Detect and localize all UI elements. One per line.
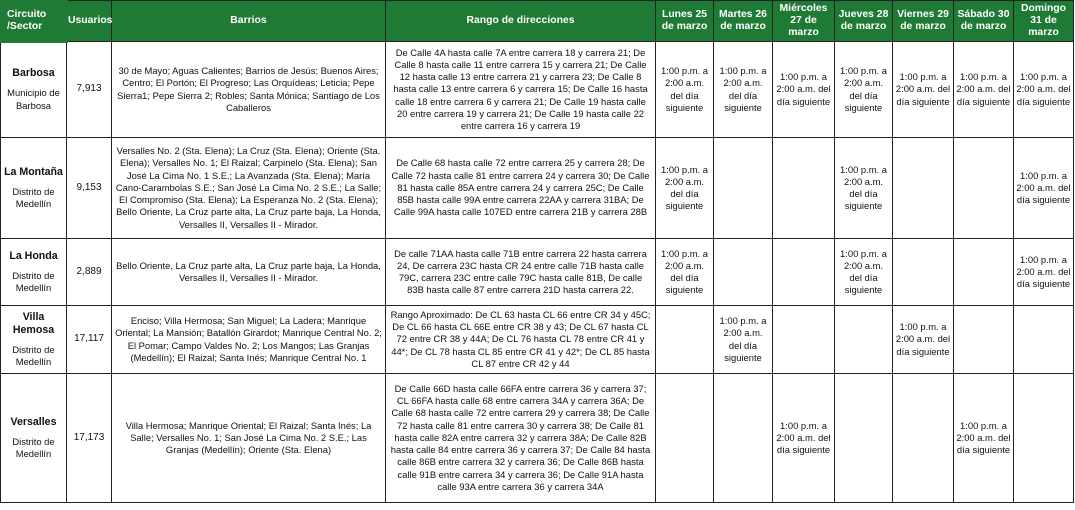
day-cell-friday <box>893 239 954 306</box>
municipality: Distrito de Medellín <box>12 269 55 293</box>
day-cell-tuesday: 1:00 p.m. a 2:00 a.m. del día siguiente <box>714 306 773 374</box>
header-thursday: Jueves 28 de marzo <box>835 1 893 42</box>
header-tuesday: Martes 26 de marzo <box>714 1 773 42</box>
circuit-name: Versalles <box>10 415 57 428</box>
day-cell-monday: 1:00 p.m. a 2:00 a.m. del día siguiente <box>656 239 714 306</box>
users-cell: 9,153 <box>67 138 112 239</box>
header-monday: Lunes 25 de marzo <box>656 1 714 42</box>
circuit-cell <box>1 239 67 306</box>
header-row <box>1 1 1074 42</box>
municipality: Distrito de Medellín <box>12 435 55 459</box>
table-row <box>1 306 1074 374</box>
table-row <box>1 138 1074 239</box>
day-cell-wednesday: 1:00 p.m. a 2:00 a.m. del día siguiente <box>773 374 835 503</box>
address-range-cell: De Calle 4A hasta calle 7A entre carrera 18 y carrera 21; De Calle 8 hasta calle 11 entre carrera 15 y carrera 21; De Calle 12 hasta calle 13 entre carrera 21 y carrera 23; De Calle 8 hasta calle 13 entre carrera 6 y carrera 15; De Calle 16 hasta calle 18 entre carrera 6 y carrera 21; De Calle 19 hasta calle 20 entre carrera 19 y carrera 21; De Calle 19 hasta calle 22 entre carrera 16 y carrera 19 <box>386 42 656 138</box>
day-cell-wednesday: 1:00 p.m. a 2:00 a.m. del día siguiente <box>773 42 835 138</box>
day-cell-thursday: 1:00 p.m. a 2:00 a.m. del día siguiente <box>835 138 893 239</box>
day-cell-monday <box>656 306 714 374</box>
day-cell-monday: 1:00 p.m. a 2:00 a.m. del día siguiente <box>656 42 714 138</box>
day-cell-thursday: 1:00 p.m. a 2:00 a.m. del día siguiente <box>835 42 893 138</box>
day-cell-sunday: 1:00 p.m. a 2:00 a.m. del día siguiente <box>1014 138 1074 239</box>
municipality: Distrito de Medellín <box>12 343 55 367</box>
header-circuit[interactable]: Circuito /Sector <box>1 1 67 42</box>
circuit-name: La Montaña <box>4 165 63 178</box>
header-barrios: Barrios <box>112 1 386 42</box>
day-cell-thursday <box>835 306 893 374</box>
barrios-cell: Versalles No. 2 (Sta. Elena); La Cruz (Sta. Elena); Oriente (Sta. Elena); Versalles No. 1; El Raizal; Carpinelo (Sta. Elena); San José La Cima No. 1 S.E.; La Avanzada (Sta. Elena); María Cano-Carambolas S.E.; San José La Cima No. 2 S.E.; La Salle; El Compromiso (Sta. Elena); La Esperanza No. 2 (Sta. Elena); Bello Oriente, La Cruz parte alta, La Cruz parte baja, La Honda, Versalles II, Versalles II - Mirador. <box>112 138 386 239</box>
table-row <box>1 239 1074 306</box>
barrios-cell: Bello Oriente, La Cruz parte alta, La Cruz parte baja, La Honda, Versalles II, Versalles II - Mirador. <box>112 239 386 306</box>
circuit-cell <box>1 42 67 138</box>
address-range-cell: De Calle 66D hasta calle 66FA entre carrera 36 y carrera 37; CL 66FA hasta calle 68 entre carrera 34A y carrera 36A; De Calle 68 hasta calle 72 entre carrera 29 y carrera 38; De Calle 72 hasta calle 81 entre carrera 30 y carrera 38; De Calle 81 hasta calle 82A entre carrera 32 y carrera 38A; De Calle 82B hasta calle 84 entre carrera 36 y carrera 37; De Calle 84 hasta calle 86B entre carrera 32 y carrera 36; De Calle 86B hasta calle 91B entre carrera 34 y carrera 36; De Calle 91A hasta calle 93A entre carrera 36 y carrera 34A <box>386 374 656 503</box>
circuit-cell <box>1 306 67 374</box>
day-cell-saturday <box>954 306 1014 374</box>
day-cell-sunday: 1:00 p.m. a 2:00 a.m. del día siguiente <box>1014 42 1074 138</box>
day-cell-friday: 1:00 p.m. a 2:00 a.m. del día siguiente <box>893 306 954 374</box>
table-row <box>1 42 1074 138</box>
day-cell-saturday <box>954 138 1014 239</box>
day-cell-monday: 1:00 p.m. a 2:00 a.m. del día siguiente <box>656 138 714 239</box>
circuit-name: La Honda <box>9 249 58 262</box>
day-cell-thursday <box>835 374 893 503</box>
day-cell-sunday: 1:00 p.m. a 2:00 a.m. del día siguiente <box>1014 239 1074 306</box>
header-friday: Viernes 29 de marzo <box>893 1 954 42</box>
header-sunday: Domingo 31 de marzo <box>1014 1 1074 42</box>
day-cell-sunday <box>1014 374 1074 503</box>
day-cell-friday <box>893 374 954 503</box>
day-cell-saturday: 1:00 p.m. a 2:00 a.m. del día siguiente <box>954 42 1014 138</box>
municipality: Municipio de Barbosa <box>7 87 60 111</box>
day-cell-friday <box>893 138 954 239</box>
users-cell: 17,117 <box>67 306 112 374</box>
day-cell-wednesday <box>773 138 835 239</box>
barrios-cell: Villa Hermosa; Manrique Oriental; El Raizal; Santa Inés; La Salle; Versalles No. 1; San José La Cima No. 2 S.E.; Las Granjas (Medellín); Oriente (Sta. Elena) <box>112 374 386 503</box>
municipality: Distrito de Medellín <box>12 185 55 209</box>
day-cell-friday: 1:00 p.m. a 2:00 a.m. del día siguiente <box>893 42 954 138</box>
address-range-cell: De Calle 68 hasta calle 72 entre carrera 25 y carrera 28; De Calle 72 hasta calle 81 entre carrera 24 y carrera 30; De Calle 81 hasta calle 85A entre carrera 24 y carrera 25C; De Calle 85B hasta calle 99A entre carrera 22AA y carrera 31BA; De Calle 99A hasta calle 107ED entre carrera 21B y carrera 28B <box>386 138 656 239</box>
day-cell-wednesday <box>773 306 835 374</box>
day-cell-saturday <box>954 239 1014 306</box>
address-range-cell: De calle 71AA hasta calle 71B entre carrera 22 hasta carrera 24, De carrera 23C hasta CR 24 entre calle 71B hasta calle 79C, carrera 23C entre calle 79C hasta calle 81B, De calle 83B hasta calle 87 entre carrera 21D hasta carrera 22. <box>386 239 656 306</box>
users-cell: 7,913 <box>67 42 112 138</box>
header-wednesday: Miércoles 27 de marzo <box>773 1 835 42</box>
day-cell-tuesday: 1:00 p.m. a 2:00 a.m. del día siguiente <box>714 42 773 138</box>
header-users: Usuarios <box>67 1 112 42</box>
day-cell-monday <box>656 374 714 503</box>
day-cell-sunday <box>1014 306 1074 374</box>
circuit-cell <box>1 374 67 503</box>
circuit-name: Villa Hemosa <box>12 310 55 336</box>
header-address-range: Rango de direcciones <box>386 1 656 42</box>
day-cell-tuesday <box>714 374 773 503</box>
table-row <box>1 374 1074 503</box>
day-cell-tuesday <box>714 239 773 306</box>
day-cell-tuesday <box>714 138 773 239</box>
users-cell: 2,889 <box>67 239 112 306</box>
barrios-cell: Enciso; Villa Hermosa; San Miguel; La Ladera; Manrique Oriental; La Mansión; Batallón Girardot; Manrique Central No. 2; El Pomar; Campo Valdes No. 2; Los Mangos; Las Granjas (Medellín); El Raizal; Santa Inés; Manrique Central No. 1 <box>112 306 386 374</box>
circuit-cell <box>1 138 67 239</box>
circuit-name: Barbosa <box>12 67 55 80</box>
address-range-cell: Rango Aproximado: De CL 63 hasta CL 66 entre CR 34 y 45C; De CL 66 hasta CL 66E entre CR 38 y 43; De CL 67 hasta CL 72 entre CR 38 y 44A; De CL 76 hasta CL 78 entre CR 41 y 44*; De CL 78 hasta CL 85 entre CR 41 y 42*; De CL 85 hasta CL 87 entre CR 42 y 44 <box>386 306 656 374</box>
day-cell-saturday: 1:00 p.m. a 2:00 a.m. del día siguiente <box>954 374 1014 503</box>
day-cell-thursday: 1:00 p.m. a 2:00 a.m. del día siguiente <box>835 239 893 306</box>
header-saturday: Sábado 30 de marzo <box>954 1 1014 42</box>
day-cell-wednesday <box>773 239 835 306</box>
users-cell: 17,173 <box>67 374 112 503</box>
barrios-cell: 30 de Mayo; Aguas Calientes; Barrios de Jesús; Buenos Aires; Centro; El Portón; El Progreso; Las Orquídeas; Leticia; Pepe Sierra1; Pepe Sierra 2; Robles; Santa Mónica; Santiago de Los Caballeros <box>112 42 386 138</box>
